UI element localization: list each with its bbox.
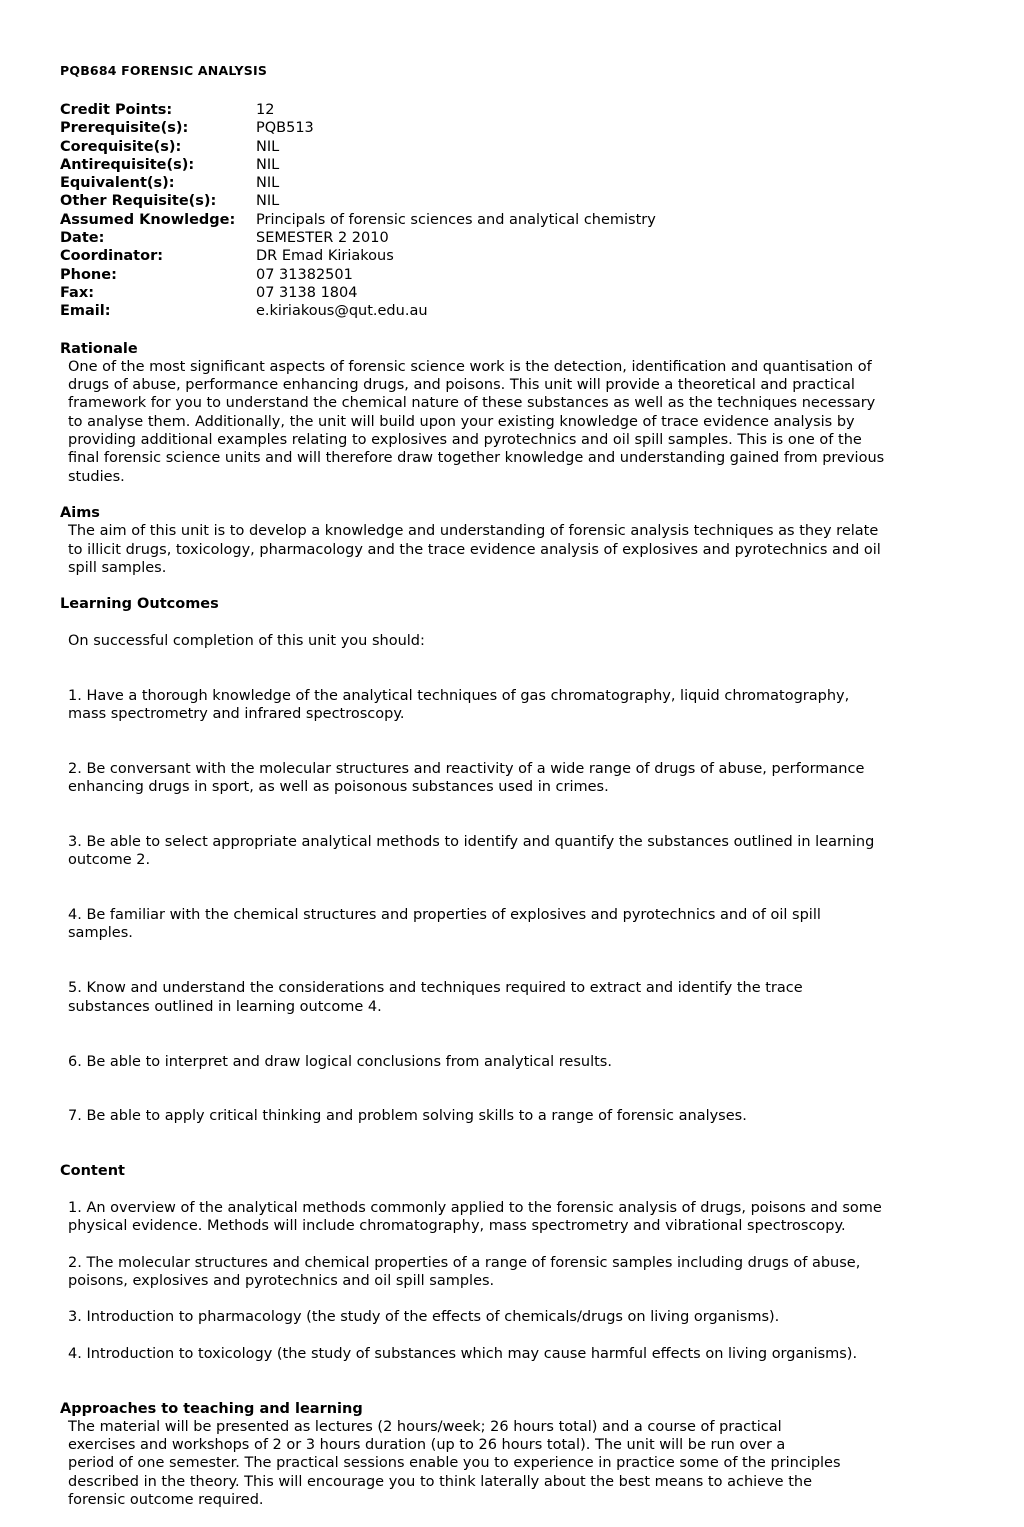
section-heading: Learning Outcomes — [60, 596, 219, 613]
section-heading: Approaches to teaching and learning — [60, 1400, 363, 1417]
meta-row-prerequisites — [60, 119, 940, 137]
content-section — [60, 1162, 940, 1382]
meta-label: Assumed Knowledge: — [60, 211, 236, 228]
meta-value: NIL — [256, 193, 280, 210]
section-body: The aim of this unit is to develop a knowledge and understanding of forensic analysis techniques as they relate to illicit drugs, toxicology, pharmacology and the trace evidence analysis of explosives and pyrotechnics and oil spill samples. — [68, 523, 881, 576]
rationale-section — [60, 340, 940, 486]
meta-label: Corequisite(s): — [60, 138, 182, 155]
email-value: e.kiriakous@qut.edu.au — [256, 303, 428, 320]
meta-label: Fax: — [60, 284, 94, 301]
list-item: 2. Be conversant with the molecular structures and reactivity of a wide range of drugs of abuse, performance enhancing drugs in sport, as well as poisonous substances used in crimes. — [68, 760, 865, 796]
learning-outcomes-section — [60, 595, 940, 1144]
section-heading: Rationale — [60, 340, 138, 357]
approaches-section — [60, 1400, 940, 1510]
meta-label: Phone: — [60, 266, 117, 283]
meta-row-other-requisites — [60, 192, 940, 210]
meta-value: NIL — [256, 175, 280, 192]
meta-value: NIL — [256, 156, 280, 173]
meta-row-antirequisites — [60, 156, 940, 174]
list-item: 3. Introduction to pharmacology (the study of the effects of chemicals/drugs on living organisms). — [68, 1309, 780, 1326]
meta-label: Other Requisite(s): — [60, 193, 217, 210]
meta-value: 07 31382501 — [256, 266, 353, 283]
meta-value: DR Emad Kiriakous — [256, 248, 394, 265]
document-page — [60, 62, 940, 1527]
section-body: The material will be presented as lectures (2 hours/week; 26 hours total) and a course of practical exercises and workshops of 2 or 3 hours duration (up to 26 hours total). The unit will be run over a period of one semester. The practical sessions enable you to experience in practice some of the principles described in the theory. This will encourage you to think laterally about the best means to achieve the forensic outcome required. — [68, 1418, 841, 1509]
list-item: 2. The molecular structures and chemical properties of a range of forensic samples including drugs of abuse, poisons, explosives and pyrotechnics and oil spill samples. — [68, 1254, 861, 1289]
meta-row-phone — [60, 266, 940, 284]
meta-row-equivalents — [60, 174, 940, 192]
meta-label: Date: — [60, 230, 105, 247]
meta-value: Principals of forensic sciences and analytical chemistry — [256, 211, 656, 228]
meta-label: Equivalent(s): — [60, 175, 175, 192]
meta-value: NIL — [256, 138, 280, 155]
meta-label: Credit Points: — [60, 102, 173, 118]
list-item: 5. Know and understand the considerations and techniques required to extract and identify the trace substances outlined in learning outcome 4. — [68, 980, 803, 1015]
meta-value: 07 3138 1804 — [256, 284, 358, 301]
meta-label: Antirequisite(s): — [60, 156, 195, 173]
meta-label: Email: — [60, 303, 111, 320]
learning-outcomes-intro: On successful completion of this unit you should: — [68, 632, 425, 649]
list-item: 1. Have a thorough knowledge of the analytical techniques of gas chromatography, liquid chromatography, mass spectrometry and infrared spectroscopy. — [68, 687, 850, 722]
meta-value: PQB513 — [256, 120, 314, 137]
section-heading: Content — [60, 1163, 125, 1180]
meta-row-email — [60, 302, 940, 320]
list-item: 4. Introduction to toxicology (the study of substances which may cause harmful effects on living organisms). — [68, 1346, 858, 1362]
aims-section — [60, 504, 940, 577]
section-body: One of the most significant aspects of forensic science work is the detection, identification and quantisation of drugs of abuse, performance enhancing drugs, and poisons. This unit will provide a theoretical and practical framework for you to understand the chemical nature of these substances as well as the techniques necessary to analyse them. Additionally, the unit will build upon your existing knowledge of trace evidence analysis by providing additional examples relating to explosives and pyrotechnics and oil spill samples. This is one of the final forensic science units and will therefore draw together knowledge and understanding gained from previous studies. — [68, 358, 885, 485]
learning-outcomes-list — [60, 613, 940, 1144]
list-item: 6. Be able to interpret and draw logical conclusions from analytical results. — [68, 1053, 612, 1070]
list-item: 1. An overview of the analytical methods commonly applied to the forensic analysis of drugs, poisons and some physical evidence. Methods will include chromatography, mass spectrometry and vibrational spectroscopy. — [68, 1199, 882, 1234]
meta-value: 12 — [256, 102, 275, 118]
meta-label: Prerequisite(s): — [60, 120, 189, 137]
section-heading: Aims — [60, 504, 100, 521]
meta-row-credit-points — [60, 101, 940, 119]
document-title: PQB684 FORENSIC ANALYSIS — [60, 63, 268, 78]
list-item: 7. Be able to apply critical thinking and problem solving skills to a range of forensic analyses. — [68, 1108, 747, 1125]
meta-row-date — [60, 229, 940, 247]
list-item: 3. Be able to select appropriate analytical methods to identify and quantify the substances outlined in learning outcome 2. — [68, 833, 875, 869]
meta-row-corequisites — [60, 138, 940, 156]
meta-row-fax — [60, 284, 940, 302]
meta-value: SEMESTER 2 2010 — [256, 230, 389, 247]
meta-label: Coordinator: — [60, 248, 164, 265]
meta-row-assumed-knowledge — [60, 211, 940, 229]
content-list — [60, 1180, 940, 1381]
list-item: 4. Be familiar with the chemical structures and properties of explosives and pyrotechnics and of oil spill samples. — [68, 907, 821, 942]
meta-row-coordinator — [60, 247, 940, 265]
unit-details — [60, 101, 940, 321]
